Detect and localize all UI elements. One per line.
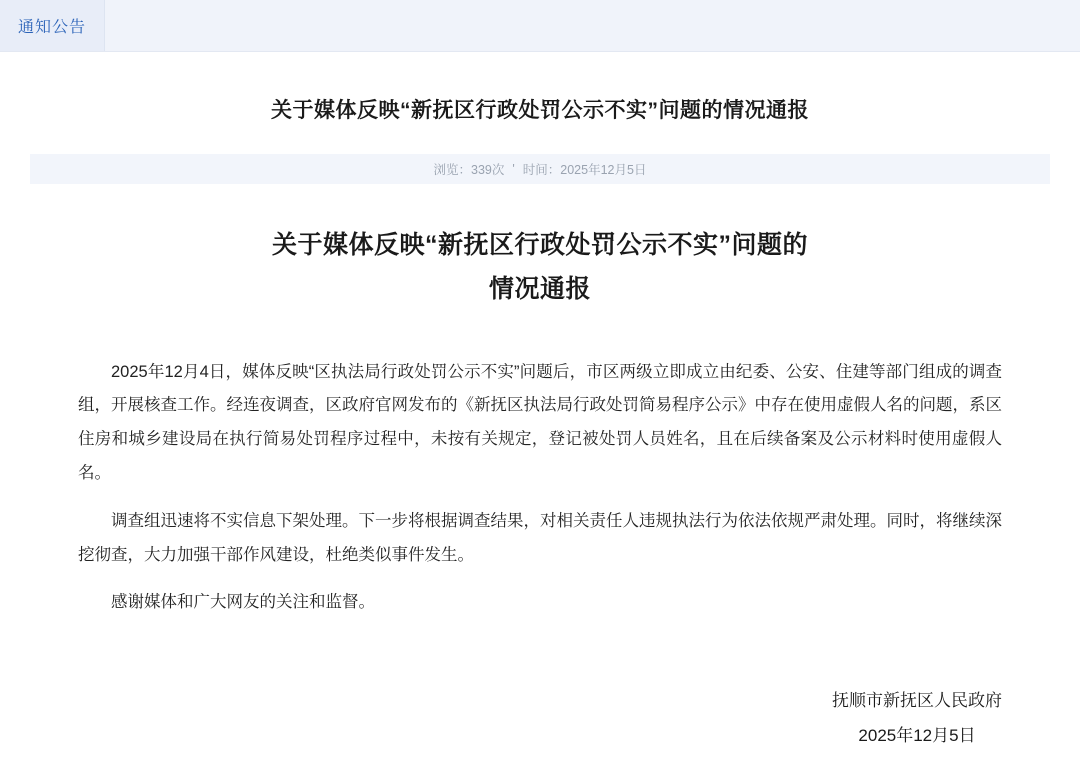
article-title-line-2: 情况通报 <box>488 274 591 303</box>
signature-date: 2025年12月5日 <box>858 726 976 746</box>
signature-organization: 抚顺市新抚区人民政府 <box>832 690 1002 710</box>
article-title <box>30 224 1050 312</box>
publish-time: 时间：2025年12月5日 <box>522 163 647 177</box>
paragraph: 2025年12月4日，媒体反映“区执法局行政处罚公示不实”问题后，市区两级立即成立由纪委、公安、住建等部门组成的调查组，开展核查工作。经连夜调查，区政府官网发布的《新抚区执法局行政处罚简易程序公示》中存在使用虚假人名的问题，系区住房和城乡建设局在执行简易处罚程序过程中，未按有关规定，登记被处罚人员姓名，且在后续备案及公示材料时使用虚假人名。 <box>78 362 1002 482</box>
view-count: 浏览：339次 <box>433 163 505 177</box>
signature-block <box>832 683 1002 754</box>
tab-bar <box>0 0 1080 52</box>
tab-notice-announcement[interactable] <box>0 0 105 51</box>
document-page <box>0 52 1080 780</box>
tab-label: 通知公告 <box>18 19 87 36</box>
document-meta <box>30 154 1050 184</box>
meta-separator: ' <box>512 162 515 176</box>
article-body <box>30 356 1050 621</box>
article-title-line-1: 关于媒体反映“新抚区行政处罚公示不实”问题的 <box>271 231 808 259</box>
page-title: 关于媒体反映“新抚区行政处罚公示不实”问题的情况通报 <box>271 99 809 122</box>
paragraph: 调查组迅速将不实信息下架处理。下一步将根据调查结果，对相关责任人违规执法行为依法依规严肃处理。同时，将继续深挖彻查，大力加强干部作风建设，杜绝类似事件发生。 <box>78 511 1002 564</box>
paragraph: 感谢媒体和广大网友的关注和监督。 <box>111 593 375 612</box>
